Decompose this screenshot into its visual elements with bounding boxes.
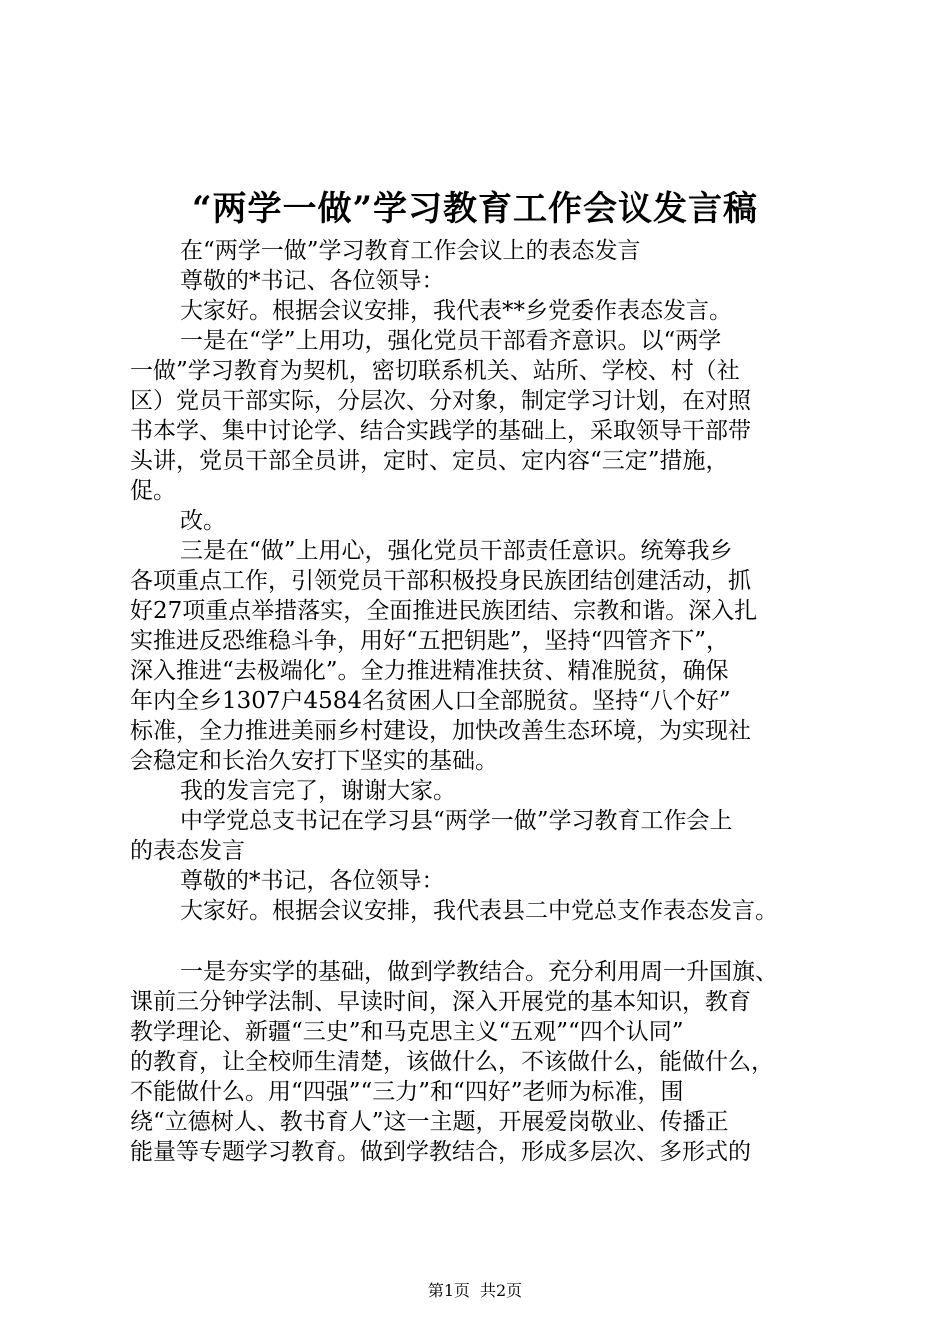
body-line: 好27项重点举措落实，全面推进民族团结、宗教和谐。深入扎 xyxy=(130,598,758,624)
body-line: 尊敬的*书记、各位领导： xyxy=(180,268,445,294)
body-line: 头讲，党员干部全员讲，定时、定员、定内容“三定”措施， xyxy=(130,448,729,474)
document-body xyxy=(130,236,850,1167)
body-line: 各项重点工作，引领党员干部积极投身民族团结创建活动，抓 xyxy=(130,568,751,594)
body-line: 促。 xyxy=(130,478,176,504)
document-title: “两学一做”学习教育工作会议发言稿 xyxy=(191,189,759,229)
body-line: 标准，全力推进美丽乡村建设，加快改善生态环境，为实现社 xyxy=(130,718,751,744)
body-line: 课前三分钟学法制、早读时间，深入开展党的基本知识，教育 xyxy=(130,989,751,1015)
body-line: 的教育，让全校师生清楚，该做什么，不该做什么，能做什么， xyxy=(130,1049,774,1075)
blank-line xyxy=(130,926,850,957)
body-line: 绕“立德树人、教书育人”这一主题，开展爱岗敬业、传播正 xyxy=(130,1109,729,1135)
body-line: 大家好。根据会议安排，我代表**乡党委作表态发言。 xyxy=(180,298,732,324)
body-line: 会稳定和长治久安打下坚实的基础。 xyxy=(130,748,498,774)
body-line: 实推进反恐维稳斗争，用好“五把钥匙”，坚持“四管齐下”， xyxy=(130,628,730,654)
body-line: 书本学、集中讨论学、结合实践学的基础上，采取领导干部带 xyxy=(130,418,751,444)
body-line: 教学理论、新疆“三史”和马克思主义“五观”“四个认同” xyxy=(130,1019,684,1045)
body-line: 的表态发言 xyxy=(130,838,245,864)
body-line: 改。 xyxy=(180,508,226,534)
body-line: 中学党总支书记在学习县“两学一做”学习教育工作会上 xyxy=(180,808,733,834)
body-line: 尊敬的*书记，各位领导： xyxy=(180,868,445,894)
body-line: 在“两学一做”学习教育工作会议上的表态发言 xyxy=(180,238,641,264)
body-line: 深入推进“去极端化”。全力推进精准扶贫、精准脱贫，确保 xyxy=(130,658,729,684)
page-total: 共2页 xyxy=(480,1281,523,1300)
body-line: 一做”学习教育为契机，密切联系机关、站所、学校、村（社 xyxy=(130,358,740,384)
body-line: 一是夯实学的基础，做到学教结合。充分利用周一升国旗、 xyxy=(180,959,778,985)
body-line: 区）党员干部实际，分层次、分对象，制定学习计划，在对照 xyxy=(130,388,751,414)
body-line: 一是在“学”上用功，强化党员干部看齐意识。以“两学 xyxy=(180,328,722,354)
body-line: 年内全乡1307户4584名贫困人口全部脱贫。坚持“八个好” xyxy=(130,688,731,714)
page-number: 第1页 xyxy=(427,1281,470,1300)
body-line: 我的发言完了，谢谢大家。 xyxy=(180,778,456,804)
body-line: 不能做什么。用“四强”“三力”和“四好”老师为标准，围 xyxy=(130,1079,684,1105)
page-footer xyxy=(0,1280,950,1302)
body-line: 三是在“做”上用心，强化党员干部责任意识。统筹我乡 xyxy=(180,538,733,564)
body-line: 大家好。根据会议安排，我代表县二中党总支作表态发言。 xyxy=(180,898,778,924)
body-line: 能量等专题学习教育。做到学教结合，形成多层次、多形式的 xyxy=(130,1139,751,1165)
